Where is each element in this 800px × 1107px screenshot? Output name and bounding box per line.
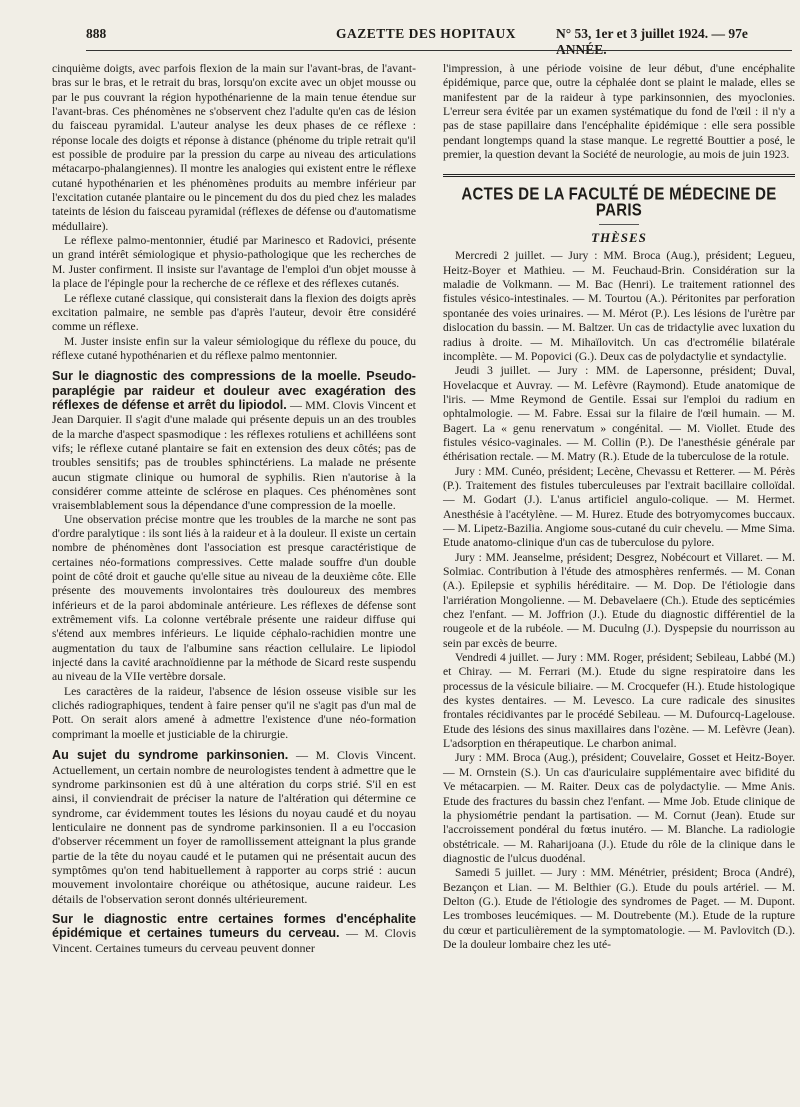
theses-entry: Mercredi 2 juillet. — Jury : MM. Broca (Aug.), président; Legueu, Heitz-Boyer et Mathieu. — M. Feuchaud-Brin. Considération sur la maladie de Volkmann. — M. Bac (Henri). Le traitement rationnel des fistules vésico-intestinales. — M. Tourtou (A.). Péritonites par perforation spontanée des voies urinaires. — M. Mérot (P.). Les lésions de l'urètre par dislocation du bassin. — M. Baltzer. Un cas de tridactylie avec luxation du radius à droite. — M. Mihaïlovitch. Un cas d'ectromélie bilatérale incomplète. — M. Popovici (G.). Deux cas de polydactylie et syndactylie. bbox=[443, 249, 795, 363]
section-text: Actuellement, un certain nombre de neurologistes tendent à admettre que le syndrome parkinsonien est dû à une altération du corps strié. S'il en est ainsi, il conviendrait de préciser la nature de l'altération qui détermine ce syndrome, car évidemment toutes les lésions du noyau caudé et du noyau lenticulaire ne donnent pas de syndrome parkinsonien. Il a eu l'occasion d'observer récemment un foyer de ramollissement atteignant la plus grande partie de la tête du noyau caudé et le putamen qui ne présentait aucun des symptômes qu'on tend habituellement à rapporter au corps strié : aucun mouvement involontaire choréique ou athétosique, aucune raideur. Les détails de l'observation seront donnés ultérieurement. bbox=[52, 762, 416, 906]
paragraph: cinquième doigts, avec parfois flexion de la main sur l'avant-bras, de l'avant-bras sur le bras, et le retrait du bras, lorsqu'on excite avec un objet mousse ou par le pus couvrant la région hypothénarienne de la main tenue étendue sur l'avant-bras. Ces phénomènes ne s'observent chez l'adulte qu'en cas de lésion du faisceau pyramidal. L'auteur analyse les deux phases de ce réflexe : réponse locale des doigts et réponse à distance (phénome du triple retrait qu'il est possible de produire par la pression du carpe au niveau des articulations métacarpo-phalangiennes). Il montre les analogies qui existent entre le réflexe cutané hypothénarien et les phénomènes produits au membre inférieur par l'excitation cutanée plantaire ou le pincement du dos du pied chez les malades tateints de lésion du faisceau pyramidal (réflexes de défense ou d'automatisme médullaire). bbox=[52, 62, 416, 233]
left-column bbox=[52, 62, 416, 955]
section-title: Sur le diagnostic des compressions de la moelle. Pseudo-paraplégie par raideur et douleur avec exagération des réflexes de défense et arrêt du lipiodol. bbox=[52, 369, 416, 412]
faculty-title: ACTES DE LA FACULTÉ DE MÉDECINE DE PARIS bbox=[461, 184, 777, 221]
section-authors: — M. Clovis Vincent. bbox=[52, 926, 416, 955]
section-parkinson bbox=[52, 748, 416, 906]
theses-title: THÈSES bbox=[591, 230, 647, 246]
theses-entry: Jury : MM. Broca (Aug.), président; Couvelaire, Gosset et Heitz-Boyer. — M. Ornstein (S.). Un cas d'auriculaire supplémentaire avec bifidité du Ve métacarpien. — M. Raiter. Deux cas de polydactylie. — Mme Anis. Etude des fractures du bassin chez l'enfant. — Mme Job. Etude clinique de la physiométrie pendant la partisation. — M. Cornut (Jean). Etude sur l'accroissement pondéral du fœtus inutéro. — M. Blanche. La radiologie obstétricale. — M. Raharijoana (J.). Etude du rôle de la clinique dans le diagnostic de l'ulcus duodénal. bbox=[443, 751, 795, 865]
issue-info: N° 53, 1er et 3 juillet 1924. — 97e ANNÉE. bbox=[556, 26, 748, 57]
section-text: Certaines tumeurs du cerveau peuvent donner bbox=[95, 940, 315, 955]
paragraph: Le réflexe palmo-mentonnier, étudié par Marinesco et Radovici, présente un grand intérêt sémiologique et physio-pathologique que les recherches de M. Juster confirment. Il insiste sur l'avantage de l'emploi d'un objet mousse à la place de l'épingle pour la recherche de ce réflexe et des réflexes cutanés. bbox=[52, 234, 416, 291]
theses-entry: Vendredi 4 juillet. — Jury : MM. Roger, président; Sebileau, Labbé (M.) et Chiray. — M. Ferrari (M.). Etude du signe respiratoire dans les processus de la vésicule biliaire. — M. Crocquefer (H.). Etude histologique des kystes dentaires. — M. Levesco. La cure radicale des sinusites frontales récidivantes par le procédé Sebileau. — M. Dufourcq-Lagelouse. Etude des lésions des sinus maxillaires dans l'ozène. — M. Lefèvre (Jean). L'adsorption en thérapeutique. Le charbon animal. bbox=[443, 651, 795, 751]
journal-title: GAZETTE DES HOPITAUX bbox=[336, 26, 517, 41]
theses-entry: Samedi 5 juillet. — Jury : MM. Ménétrier, président; Broca (André), Bezançon et Lian. — M. Belthier (G.). Etude du pouls artériel. — M. Delton (G.). Etude de l'étiologie des syndromes de Paget. — M. Dupont. Les tromboses leucémiques. — M. Doutrebente (M.). Etude de la rupture du cœur et particulièrement de la symptomatologie. — M. Pavlovitch (D.). De la douleur lombaire chez les uté- bbox=[443, 866, 795, 951]
page-number: 888 bbox=[86, 26, 107, 41]
theses-entry: Jury : MM. Jeanselme, président; Desgrez, Nobécourt et Villaret. — M. Solmiac. Contribution à l'étude des atmosphères renfermés. — M. Conan (A.). Epilepsie et syphilis héréditaire. — M. Dop. De l'étiologie dans l'arriération Mongolienne. — M. Debavelaere (Ch.). Etude des septicémies chez l'enfant. — M. Joffrion (J.). Etude du diagnostic différentiel de la rougeole et de la rubéole. — M. Duculng (J.). Dyspepsie du nourrisson au sein par excès de beurre. bbox=[443, 550, 795, 650]
section-encephalitis bbox=[52, 912, 416, 955]
right-column bbox=[443, 62, 795, 952]
paragraph: Une observation précise montre que les troubles de la marche ne sont pas d'ordre paralytique : ils sont liés à la raideur et à la douleur. Il existe un certain nombre de phénomènes dont l'association est presque caractéristique de certaines néo-formations compressives. Cette malade souffre d'un double point de côté droit et gauche qu'elle situe au niveau de la deuxième côte. Elle présente des mouvements involontaires très douloureux des membres inférieurs et de la paroi abdominale antérieure. Les réflexes de défense sont extrêmement vifs. La colonne vertébrale présente une raideur diffuse qui s'étend aux membres inférieurs. Le liquide céphalo-rachidien montre une augmentation du taux de l'albumine sans réaction cellulaire. Le lipiodol injecté dans la cavité arachnoïdienne par la méthode de Sicard reste suspendu au niveau de la VIIe vertèbre dorsale. bbox=[52, 512, 416, 684]
theses-entry: Jury : MM. Cunéo, président; Lecène, Chevassu et Retterer. — M. Pérès (P.). Traitement des fistules tuberculeuses par l'extrait bacillaire colloïdal. — M. Godart (J.). L'anus artificiel angulo-colique. — M. Hermet. Anesthésie à l'acétylène. — M. Hurez. Etude des botryomycomes buccaux. — M. Lipetz-Bazilia. Angiome sous-cutané du cuir chevelu. — Mme Sima. Etude anatomo-clinique d'un cas de tuberculose du pylore. bbox=[443, 464, 795, 550]
section-text: Il s'agit d'une malade qui présente depuis un an des troubles de la marche d'aspect spasmodique : les réflexes rotuliens et achilléens sont vifs; le réflexe cutané plantaire se fait en extension des deux côtés; pas de troubles sensitifs; pas de troubles sphinctériens. La malade ne présente aucun stigmate clinique ou humoral de syphilis. Rien n'autorise à la considérer comme atteinte de sclérose en plaques. Ces phénomènes sont vraisemblablement sous la dépendance d'une compression de la moelle. bbox=[52, 412, 416, 513]
section-authors: — MM. Clovis Vincent et Jean Darquier. bbox=[52, 397, 416, 427]
paragraph: Le réflexe cutané classique, qui consisterait dans la flexion des doigts après excitation palmaire, ne semble pas d'après l'auteur, devoir être considéré comme un réflexe. bbox=[52, 291, 416, 334]
theses-entry: Jeudi 3 juillet. — Jury : MM. de Lapersonne, président; Duval, Hovelacque et Auvray. — M. Lefèvre (Raymond). Etude anatomique de l'iris. — Mme Reymond de Gentile. Essai sur l'emploi du radium en ophtalmologie. — M. Fabre. Essai sur la filaire de l'œil humain. — M. Bagert. La « genu renervatum » congénital. — M. Viollet. Etude des fistules vésico-vaginales. — M. Collin (P.). De l'anesthésie générale par éthérisation rectale. — M. Matry (R.). Etude de la tuberculose de la rotule. bbox=[443, 364, 795, 464]
section-spinal-compression bbox=[52, 369, 416, 512]
paragraph: Les caractères de la raideur, l'absence de lésion osseuse visible sur les clichés radiographiques, tendent à faire penser qu'il ne s'agit pas d'un mal de Pott. On serait alors amené à admettre l'existence d'une néo-formation comprimant la moelle et justiciable de la chirurgie. bbox=[52, 684, 416, 741]
section-title: Sur le diagnostic entre certaines formes d'encéphalite épidémique et certaines tumeurs du cerveau. bbox=[52, 911, 416, 941]
paragraph: M. Juster insiste enfin sur la valeur sémiologique du réflexe du pouce, du réflexe cutané hypothénarien et du réflexe palmo mentonnier. bbox=[52, 334, 416, 362]
section-authors: — M. Clovis Vincent. bbox=[295, 748, 416, 763]
section-title: Au sujet du syndrome parkinsonien. bbox=[52, 748, 289, 763]
separator bbox=[599, 224, 639, 225]
page-header bbox=[86, 24, 792, 57]
header-rule bbox=[86, 50, 792, 51]
double-rule bbox=[443, 174, 795, 177]
paragraph: l'impression, à une période voisine de leur début, d'une encéphalite épidémique, parce que, outre la céphalée dont se plaint le malade, elles se manifestent par de la raideur à type parkinsonnien, des myoclonies. L'erreur sera évitée par un examen systématique du fond de l'œil : il n'y a pas de stase papillaire dans l'encéphalite épidémique : elle sera possible pendant longtemps quand la stase manque. Le regretté Bouttier a posé, le premier, la question devant la Société de neurologie, au mois de juin 1923. bbox=[443, 62, 795, 162]
